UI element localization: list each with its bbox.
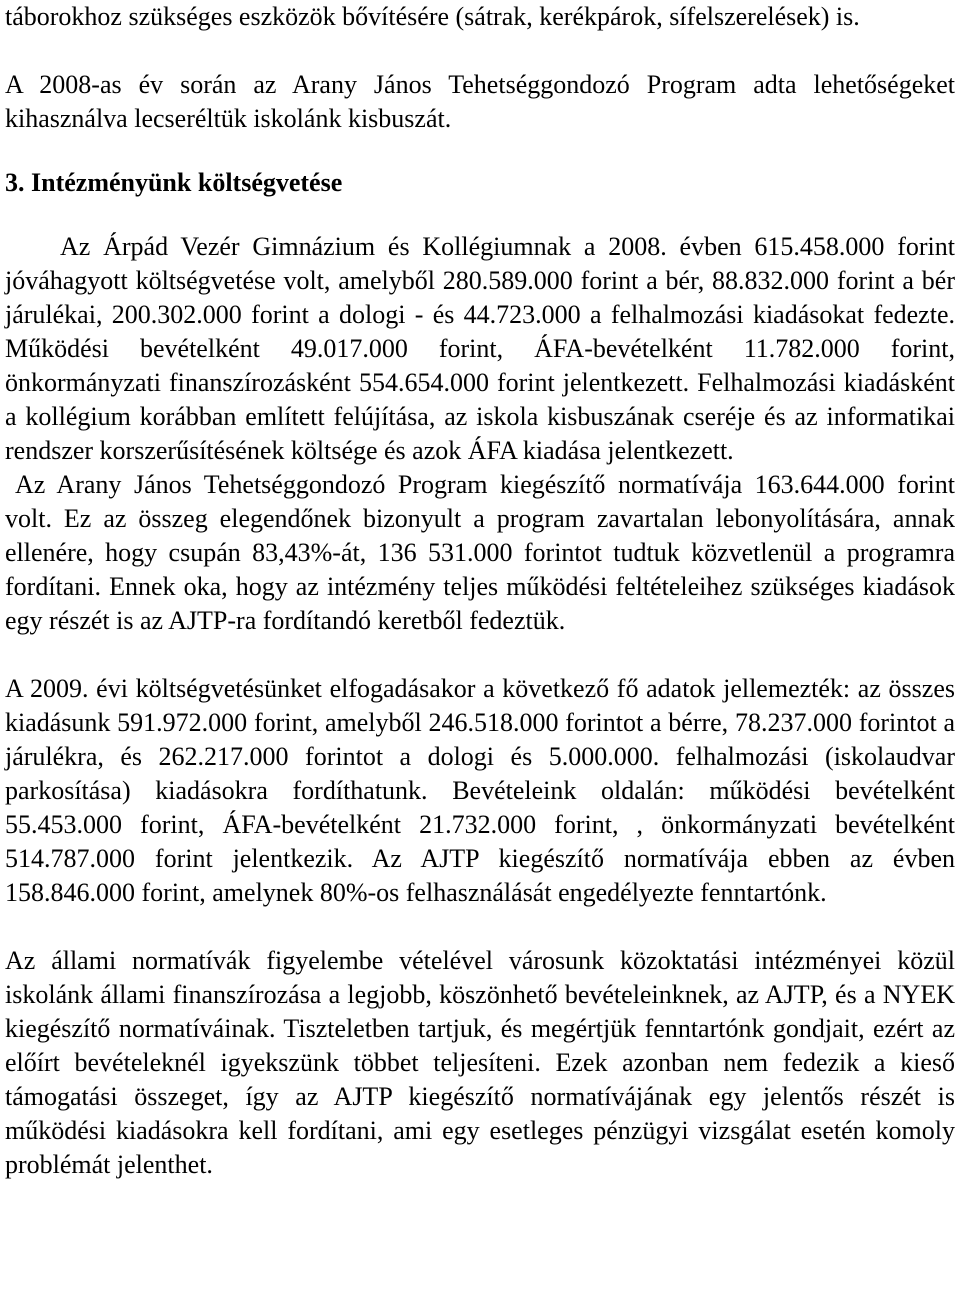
paragraph-ajtp-bus: A 2008-as év során az Arany János Tehetséggondozó Program adta lehetőségeket kihasználva lecseréltük iskolánk kisbuszát.	[5, 70, 955, 133]
paragraph-ajtp-2008: Az Arany János Tehetséggondozó Program kiegészítő normatívája 163.644.000 forint volt. Ez az összeg elegendőnek bizonyult a program zavartalan lebonyolítására, annak ellenére, hogy csupán 83,43%-át, 136 531.000 forintot tudtuk közvetlenül a programra fordítani. Ennek oka, hogy az intézmény teljes működési feltételeihez szükséges kiadások egy részét is az AJTP-ra fordítandó keretből fedeztük.	[5, 470, 955, 635]
paragraph-state-norms: Az állami normatívák figyelembe vételével városunk közoktatási intézményei közül iskolánk állami finanszírozása a legjobb, köszönhető bevételeinknek, az AJTP, és a NYEK kiegészítő normatíváinak. Tiszteletben tartjuk, és megértjük fenntartónk gondjait, ezért az előírt bevételeknél igyekszünk többet teljesíteni. Ezek azonban nem fedezik a kieső támogatási összeget, így az AJTP kiegészítő normatívájának egy jelentős részét is működési kiadásokra kell fordítani, ami egy esetleges pénzügyi vizsgálat esetén komoly problémát jelenthet.	[5, 946, 955, 1179]
paragraph-budget-2008: Az Árpád Vezér Gimnázium és Kollégiumnak a 2008. évben 615.458.000 forint jóváhagyott költségvetése volt, amelyből 280.589.000 forint a bér, 88.832.000 forint a bér járulékai, 200.302.000 forint a dologi - és 44.723.000 a felhalmozási kiadásokat fedezte. Működési bevételként 49.017.000 forint, ÁFA-bevételként 11.782.000 forint, önkormányzati finanszírozásként 554.654.000 forint jelentkezett. Felhalmozási kiadásként a kollégium korábban említett felújítása, az iskola kisbuszának cseréje és az informatikai rendszer korszerűsítésének költsége és azok ÁFA kiadása jelentkezett.	[5, 232, 955, 465]
paragraph-budget-2009: A 2009. évi költségvetésünket elfogadásakor a következő fő adatok jellemezték: az összes kiadásunk 591.972.000 forint, amelyből 246.518.000 forintot a bérre, 78.237.000 forintot a járulékra, és 262.217.000 forintot a dologi és 5.000.000. felhalmozási (iskolaudvar parkosítása) kiadásokra fordíthatunk. Bevételeink oldalán: működési bevételként 55.453.000 forint, ÁFA-bevételként 21.732.000 forint, , önkormányzati bevételként 514.787.000 forint jelentkezik. Az AJTP kiegészítő normatívája ebben az évben 158.846.000 forint, amelynek 80%-os felhasználását engedélyezte fenntartónk.	[5, 674, 955, 907]
section-heading-budget: 3. Intézményünk költségvetése	[5, 168, 343, 197]
document-page	[5, 0, 955, 1182]
paragraph-intro-tail: táborokhoz szükséges eszközök bővítésére (sátrak, kerékpárok, sífelszerelések) is.	[5, 2, 860, 31]
